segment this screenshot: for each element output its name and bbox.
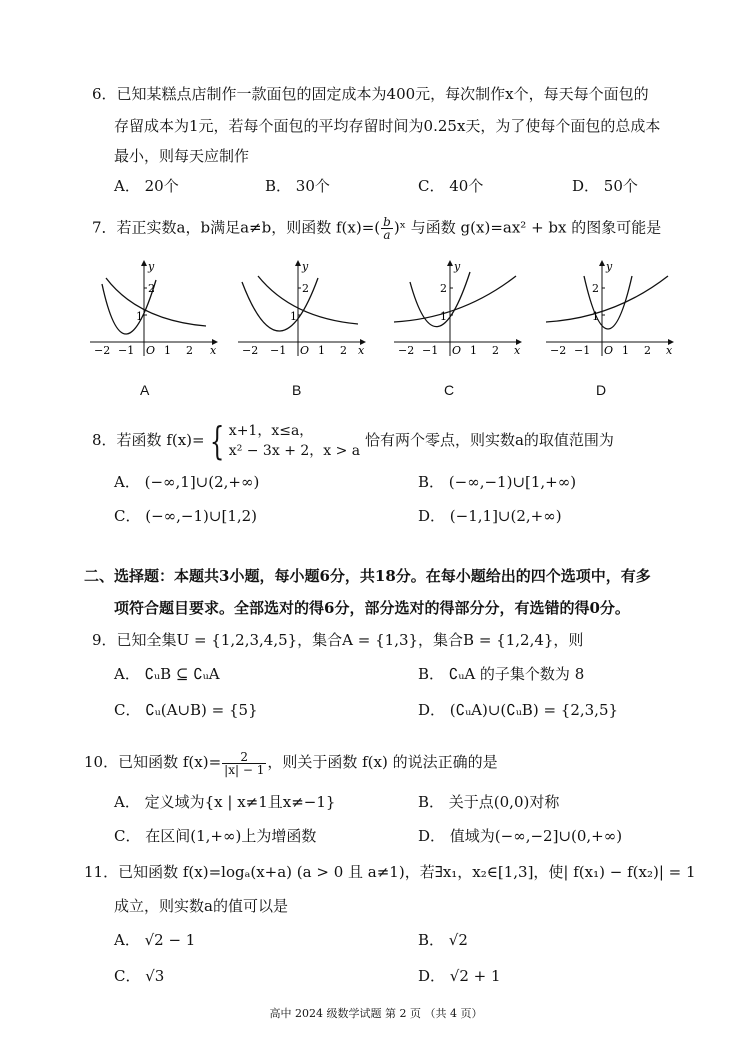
q7-graph-b bbox=[236, 258, 366, 358]
q7-line bbox=[92, 216, 661, 241]
q11-line2: 成立，则实数a的值可以是 bbox=[114, 897, 288, 915]
q8-option-d: D． (−1,1]∪(2,+∞) bbox=[418, 507, 562, 525]
tick-neg1: −1 bbox=[574, 344, 591, 357]
q10-line bbox=[84, 744, 498, 780]
tick-neg2: −2 bbox=[398, 344, 415, 357]
q8-piece2: x² − 3x + 2，x > a bbox=[228, 443, 361, 459]
q7-graph-label-d: D bbox=[596, 382, 607, 398]
q11-option-d: D． √2 + 1 bbox=[418, 967, 501, 985]
q7-graph-label-a: A bbox=[140, 382, 150, 398]
tick-neg2: −2 bbox=[94, 344, 111, 357]
y-axis-label: y bbox=[148, 260, 155, 273]
q9-option-b: B． ∁ᵤA 的子集个数为 8 bbox=[418, 665, 585, 683]
q7-text-after: )ˣ 与函数 g(x)=ax² + bx 的图象可能是 bbox=[393, 218, 662, 237]
q8-piece1: x+1，x≤a， bbox=[228, 423, 314, 439]
q6-line2: 存留成本为1元，若每个面包的平均存留时间为0.25x天，为了使每个面包的总成本 bbox=[114, 117, 661, 135]
q11-option-a: A． √2 − 1 bbox=[114, 931, 196, 949]
q7-graph-label-b: B bbox=[292, 382, 302, 398]
q11-number: 11． bbox=[84, 863, 119, 881]
tick-neg2: −2 bbox=[550, 344, 567, 357]
q10-fraction bbox=[222, 751, 266, 776]
tick-y2: 2 bbox=[592, 282, 599, 295]
q7-fraction bbox=[381, 216, 393, 241]
q10-text-after: ，则关于函数 f(x) 的说法正确的是 bbox=[267, 753, 498, 771]
tick-2: 2 bbox=[644, 344, 651, 357]
q6-line1 bbox=[92, 84, 649, 104]
y-axis-label: y bbox=[606, 260, 613, 273]
x-axis-label: x bbox=[210, 344, 217, 357]
tick-y2: 2 bbox=[302, 282, 309, 295]
tick-1: 1 bbox=[470, 344, 477, 357]
origin-label: O bbox=[146, 344, 156, 357]
q11-option-c: C． √3 bbox=[114, 967, 165, 985]
q11-text-1: 已知函数 f(x)=logₐ(x+a) (a > 0 且 a≠1)，若∃x₁，x₂∈[1,3]，使| f(x₁) − f(x₂)| = 1 bbox=[118, 863, 696, 881]
x-axis-label: x bbox=[666, 344, 673, 357]
q6-line3: 最小，则每天应制作 bbox=[114, 147, 250, 165]
q9-number: 9． bbox=[92, 631, 117, 649]
tick-1: 1 bbox=[622, 344, 629, 357]
q7-graph-c bbox=[392, 258, 522, 358]
q7-graph-a bbox=[88, 258, 218, 358]
q7-number: 7． bbox=[92, 218, 117, 237]
tick-2: 2 bbox=[186, 344, 193, 357]
origin-label: O bbox=[300, 344, 310, 357]
q8-text-after: 恰有两个零点，则实数a的取值范围为 bbox=[364, 431, 614, 449]
q8-piecewise bbox=[229, 421, 360, 461]
tick-y1: 1 bbox=[440, 310, 447, 323]
q7-frac-top: b bbox=[383, 215, 391, 229]
tick-y2: 2 bbox=[148, 282, 155, 295]
q9-option-c: C． ∁ᵤ(A∪B) = {5} bbox=[114, 701, 258, 719]
q6-option-d: D． 50个 bbox=[572, 177, 638, 195]
tick-y1: 1 bbox=[136, 310, 143, 323]
q6-option-b: B． 30个 bbox=[265, 177, 330, 195]
q6-option-c: C． 40个 bbox=[418, 177, 484, 195]
q8-text-before: 若函数 f(x)= bbox=[116, 431, 205, 449]
tick-neg1: −1 bbox=[118, 344, 135, 357]
q8-option-a: A． (−∞,1]∪(2,+∞) bbox=[114, 473, 260, 491]
q8-brace: { bbox=[209, 419, 224, 463]
q11-line1 bbox=[84, 862, 696, 882]
q6-number: 6． bbox=[92, 85, 117, 103]
q10-option-a: A． 定义域为{x | x≠1且x≠−1} bbox=[114, 793, 336, 811]
q7-frac-bottom: a bbox=[383, 228, 391, 242]
q10-option-d: D． 值域为(−∞,−2]∪(0,+∞) bbox=[418, 827, 623, 845]
q9-option-a: A． ∁ᵤB ⊆ ∁ᵤA bbox=[114, 665, 220, 683]
tick-2: 2 bbox=[340, 344, 347, 357]
section2-line2: 项符合题目要求。全部选对的得6分，部分选对的得部分分，有选错的得0分。 bbox=[114, 599, 630, 617]
y-axis-label: y bbox=[302, 260, 309, 273]
origin-label: O bbox=[604, 344, 614, 357]
y-axis-label: y bbox=[454, 260, 461, 273]
tick-1: 1 bbox=[318, 344, 325, 357]
tick-neg1: −1 bbox=[270, 344, 287, 357]
tick-1: 1 bbox=[164, 344, 171, 357]
q8-line bbox=[92, 419, 614, 463]
tick-2: 2 bbox=[492, 344, 499, 357]
q7-graph-label-c: C bbox=[444, 382, 455, 398]
q9-text: 已知全集U = {1,2,3,4,5}，集合A = {1,3}，集合B = {1,2,4}，则 bbox=[116, 631, 584, 649]
tick-y1: 1 bbox=[290, 310, 297, 323]
section2-line1: 二、选择题：本题共3小题，每小题6分，共18分。在每小题给出的四个选项中，有多 bbox=[84, 567, 651, 585]
q10-option-b: B． 关于点(0,0)对称 bbox=[418, 793, 560, 811]
q10-frac-bottom: |x| − 1 bbox=[224, 762, 265, 777]
q10-option-c: C． 在区间(1,+∞)上为增函数 bbox=[114, 827, 317, 845]
x-axis-label: x bbox=[358, 344, 365, 357]
q8-number: 8． bbox=[92, 431, 117, 449]
q9-line bbox=[92, 630, 583, 650]
x-axis-label: x bbox=[514, 344, 521, 357]
tick-y2: 2 bbox=[440, 282, 447, 295]
q8-option-c: C． (−∞,−1)∪[1,2) bbox=[114, 507, 258, 525]
tick-neg1: −1 bbox=[422, 344, 439, 357]
q11-option-b: B． √2 bbox=[418, 931, 468, 949]
tick-neg2: −2 bbox=[242, 344, 259, 357]
q8-option-b: B． (−∞,−1)∪[1,+∞) bbox=[418, 473, 577, 491]
origin-label: O bbox=[452, 344, 462, 357]
tick-y1: 1 bbox=[592, 310, 599, 323]
q10-number: 10． bbox=[84, 753, 119, 771]
q6-option-a: A． 20个 bbox=[114, 177, 179, 195]
q10-text-before: 已知函数 f(x)= bbox=[118, 753, 222, 771]
page-footer: 高中 2024 级数学试题 第 2 页 （共 4 页） bbox=[269, 1007, 483, 1020]
q10-frac-top: 2 bbox=[222, 751, 266, 764]
q7-graph-d bbox=[544, 258, 674, 358]
q7-text-before: 若正实数a，b满足a≠b，则函数 f(x)=( bbox=[116, 218, 381, 237]
q6-text-1: 已知某糕点店制作一款面包的固定成本为400元，每次制作x个，每天每个面包的 bbox=[116, 85, 649, 103]
q9-option-d: D． (∁ᵤA)∪(∁ᵤB) = {2,3,5} bbox=[418, 701, 619, 719]
